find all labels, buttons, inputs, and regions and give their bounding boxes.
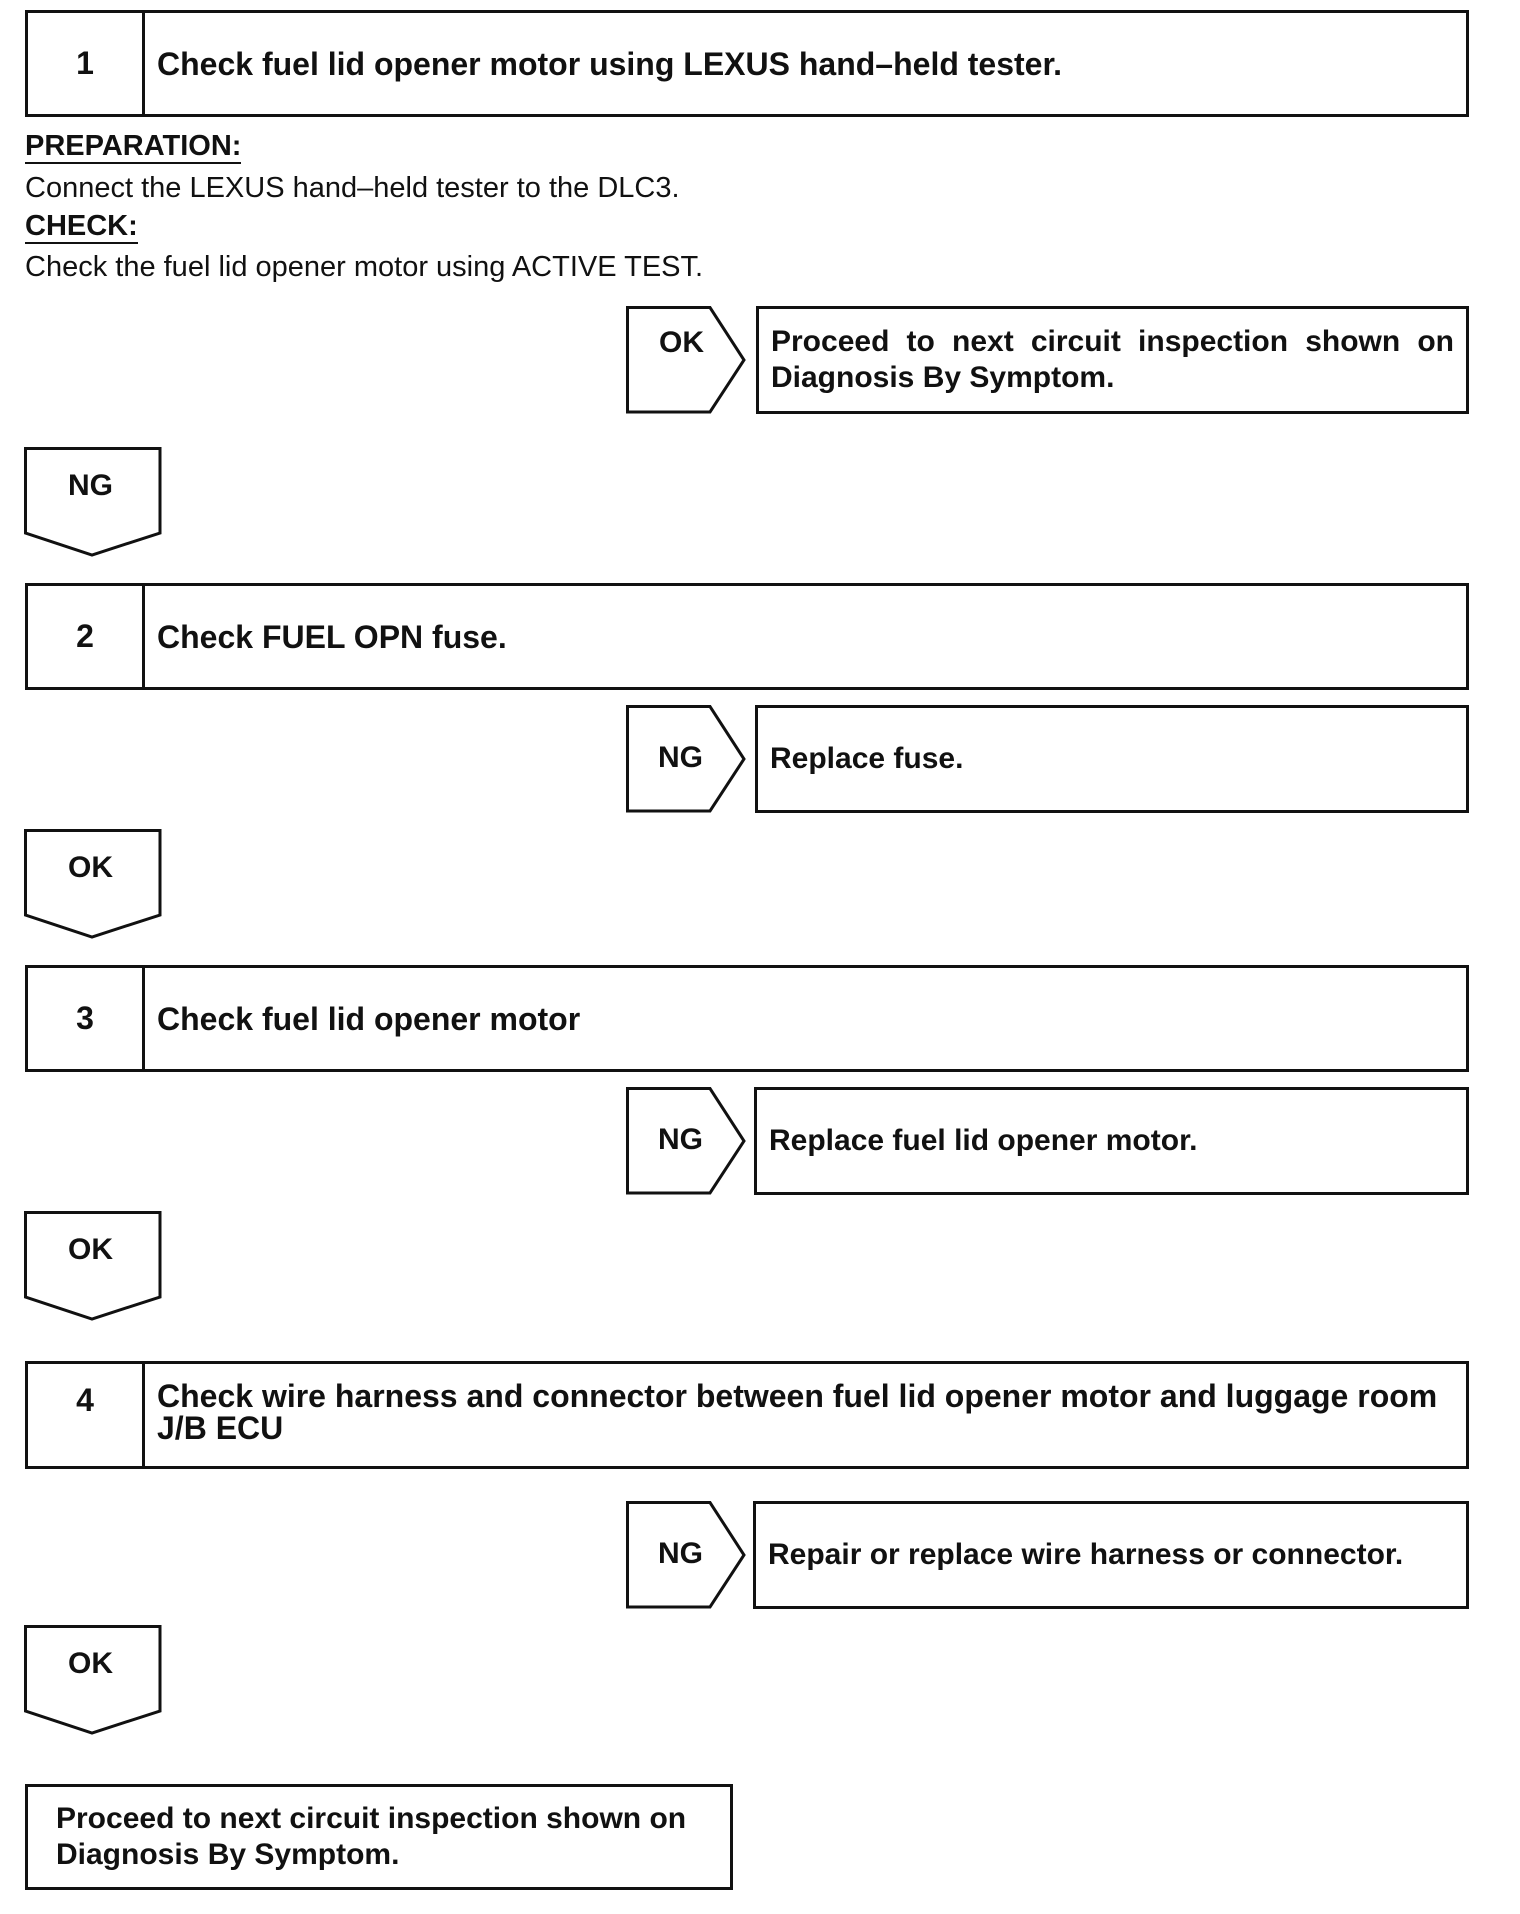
final-result-text: Proceed to next circuit inspection shown on Diagnosis By Symptom. [56,1802,687,1871]
step-number: 1 [28,13,145,114]
step-3-box [25,965,1469,1072]
arrow-label: OK [68,1233,113,1266]
result-text: Repair or replace wire harness or connector. [768,1538,1404,1571]
arrow-label: NG [68,469,113,502]
arrow-label: NG [658,1537,703,1570]
ok-down-arrow [24,1625,162,1733]
step-number: 3 [28,968,145,1069]
step-title: Check FUEL OPN fuse. [157,618,507,655]
arrow-label: OK [68,851,113,884]
step-number: 4 [28,1364,145,1466]
ng-right-arrow [626,705,746,813]
arrow-right-icon [626,306,750,416]
ok-down-arrow [24,1211,162,1319]
step-title: Check wire harness and connector between fuel lid opener motor and luggage room J/B ECU [157,1378,1438,1446]
step-title: Check fuel lid opener motor using LEXUS hand–held tester. [157,45,1063,82]
ng-down-arrow [24,447,162,555]
step-4-box [25,1361,1469,1469]
preparation-text: Connect the LEXUS hand–held tester to the DLC3. [25,172,680,204]
ng-right-arrow [626,1501,746,1609]
arrow-label: NG [658,1123,703,1156]
ok-right-arrow [626,306,746,414]
step-2-box [25,583,1469,690]
arrow-label: OK [659,326,704,359]
arrow-down-icon [24,1625,164,1737]
result-text: Replace fuse. [770,742,964,775]
arrow-down-icon [24,829,164,941]
preparation-label: PREPARATION: [25,130,242,162]
ok-down-arrow [24,829,162,937]
check-text: Check the fuel lid opener motor using ACTIVE TEST. [25,251,704,283]
step-number: 2 [28,586,145,687]
step-title: Check fuel lid opener motor [157,1000,581,1037]
arrow-down-icon [24,447,164,559]
ng-right-arrow [626,1087,746,1195]
result-box [754,1087,1469,1195]
arrow-label: NG [658,741,703,774]
arrow-down-icon [24,1211,164,1323]
result-box [756,306,1469,414]
result-text: Proceed to next circuit inspection shown on Diagnosis By Symptom. [771,325,1454,394]
result-box [753,1501,1469,1609]
step-1-box [25,10,1469,117]
arrow-label: OK [68,1647,113,1680]
check-label: CHECK: [25,210,138,242]
check-section [25,210,138,244]
preparation-section [25,130,241,164]
result-text: Replace fuel lid opener motor. [769,1124,1198,1157]
result-box [755,705,1469,813]
final-result-box [25,1784,733,1890]
